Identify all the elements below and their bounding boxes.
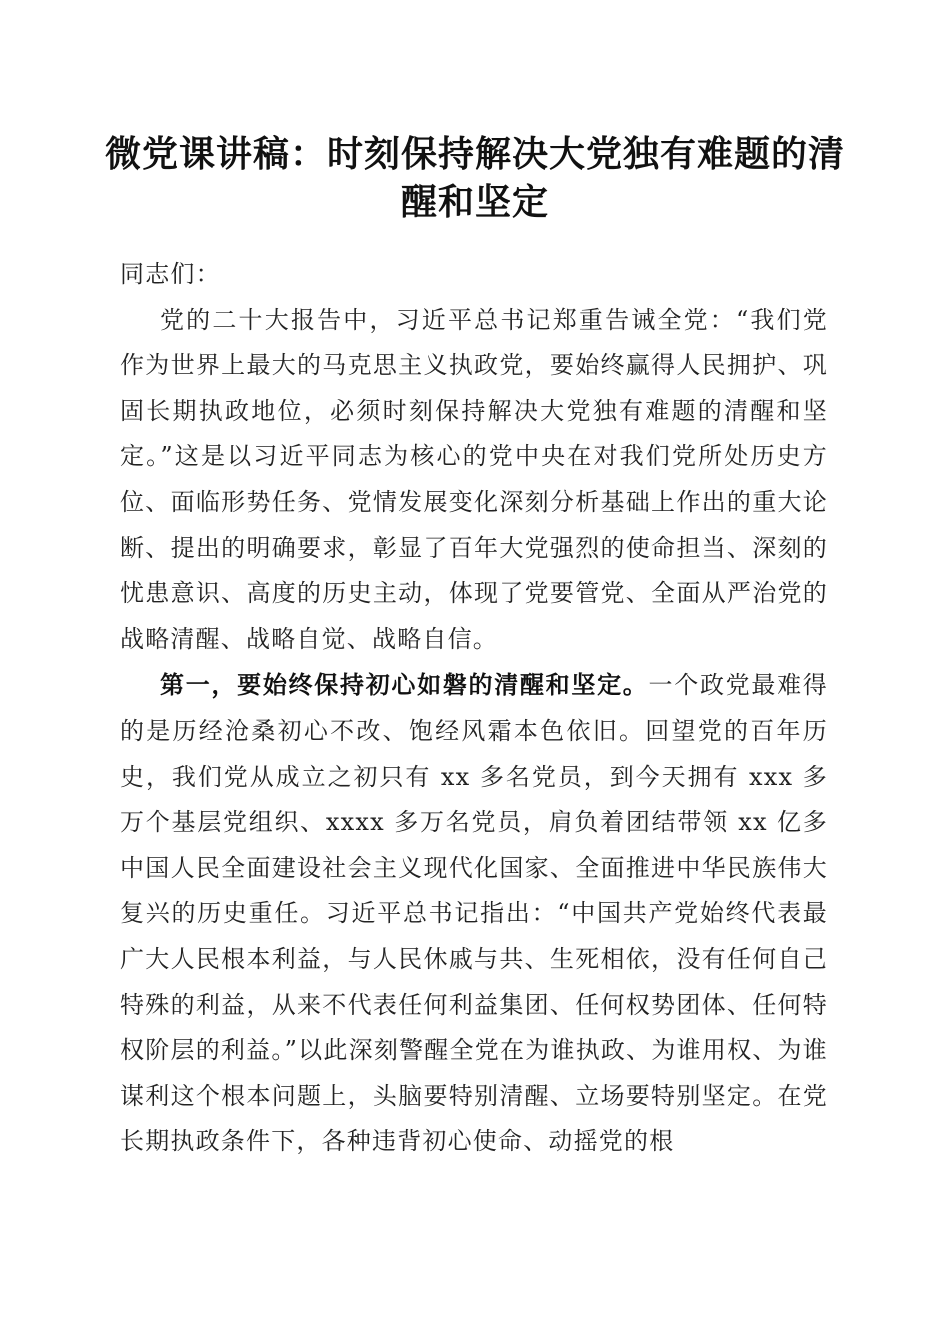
- document-body: [120, 252, 828, 1165]
- document-title: 微党课讲稿：时刻保持解决大党独有难题的清醒和坚定: [104, 133, 845, 223]
- paragraph-intro: [120, 298, 828, 663]
- paragraph-intro-text: 党的二十大报告中，习近平总书记郑重告诫全党：“我们党作为世界上最大的马克思主义执政党，要始终赢得人民拥护、巩固长期执政地位，必须时刻保持解决大党独有难题的清醒和坚定。”这是以习近平同志为核心的党中央在对我们党所处历史方位、面临形势任务、党情发展变化深刻分析基础上作出的重大论断、提出的明确要求，彰显了百年大党强烈的使命担当、深刻的忧患意识、高度的历史主动，体现了党要管党、全面从严治党的战略清醒、战略自觉、战略自信。: [120, 305, 828, 653]
- salutation: 同志们：: [120, 260, 221, 288]
- paragraph-first-point-text: 一个政党最难得的是历经沧桑初心不改、饱经风霜本色依旧。回望党的百年历史，我们党从成立之初只有 xx 多名党员，到今天拥有 xxx 多万个基层党组织、xxxx 多万名党员，肩负着团结带领 xx 亿多中国人民全面建设社会主义现代化国家、全面推进中华民族伟大复兴的历史重任。习近平总书记指出：“中国共产党始终代表最广大人民根本利益，与人民休戚与共、生死相依，没有任何自己特殊的利益，从来不代表任何利益集团、任何权势团体、任何特权阶层的利益。”以此深刻警醒全党在为谁执政、为谁用权、为谁谋利这个根本问题上，头脑要特别清醒、立场要特别坚定。在党长期执政条件下，各种违背初心使命、动摇党的根: [120, 671, 828, 1156]
- paragraph-first-point-heading: 第一，要始终保持初心如磐的清醒和坚定。: [160, 670, 649, 700]
- paragraph-first-point: [120, 662, 828, 1165]
